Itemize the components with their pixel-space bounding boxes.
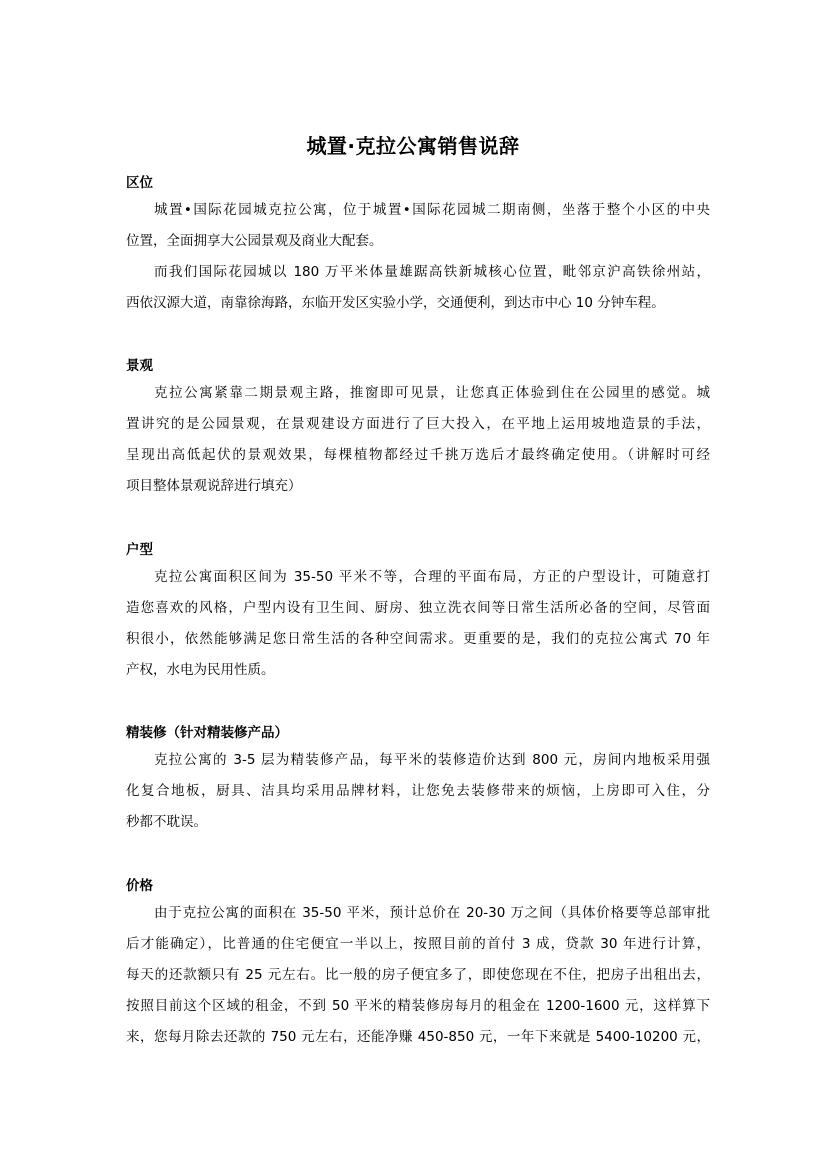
- section-price: [126, 876, 710, 1053]
- paragraph-line: 后才能确定），比普通的住宅便宜一半以上，按照目前的首付 3 成，贷款 30 年进行计算，: [126, 936, 710, 952]
- paragraph-line: 西依汉源大道，南靠徐海路，东临开发区实验小学，交通便利，到达市中心 10 分钟车程。: [126, 295, 665, 311]
- paragraph-line: 产权，水电为民用性质。: [126, 662, 275, 678]
- paragraph-line: 而我们国际花园城以 180 万平米体量雄踞高铁新城核心位置，毗邻京沪高铁徐州站，: [154, 264, 710, 280]
- paragraph: [126, 898, 710, 1053]
- paragraph: [126, 378, 710, 502]
- section-heading: 精装修（针对精装修产品）: [126, 725, 288, 741]
- section-heading: 景观: [126, 358, 153, 374]
- paragraph-line: 项目整体景观说辞进行填充）: [126, 478, 302, 494]
- paragraph: [126, 745, 710, 838]
- section-location: [126, 173, 710, 319]
- paragraph-line: 位置，全面拥享大公园景观及商业大配套。: [126, 233, 383, 249]
- paragraph-line: 置讲究的是公园景观，在景观建设方面进行了巨大投入，在平地上运用坡地造景的手法，: [126, 416, 710, 432]
- paragraph-line: 造您喜欢的风格，户型内设有卫生间、厨房、独立洗衣间等日常生活所必备的空间，尽管面: [126, 600, 710, 616]
- paragraph: [126, 257, 710, 319]
- section-heading: 户型: [126, 542, 153, 558]
- section-heading: 价格: [126, 878, 153, 894]
- paragraph-line: 每天的还款额只有 25 元左右。比一般的房子便宜多了，即使您现在不住，把房子出租出去，: [126, 967, 710, 983]
- paragraph-line: 克拉公寓面积区间为 35-50 平米不等，合理的平面布局，方正的户型设计，可随意打: [154, 569, 710, 585]
- section-landscape: [126, 356, 710, 502]
- paragraph-line: 按照目前这个区域的租金，不到 50 平米的精装修房每月的租金在 1200-1600 元，这样算下: [126, 998, 710, 1014]
- section-fine-decoration: [126, 723, 710, 838]
- paragraph-line: 克拉公寓的 3-5 层为精装修产品，每平米的装修造价达到 800 元，房间内地板采用强: [154, 752, 710, 768]
- document-title: 城置·克拉公寓销售说辞: [306, 134, 520, 158]
- paragraph-line: 呈现出高低起伏的景观效果，每棵植物都经过千挑万选后才最终确定使用。（讲解时可经: [126, 447, 710, 463]
- paragraph-line: 由于克拉公寓的面积在 35-50 平米，预计总价在 20-30 万之间（具体价格要等总部审批: [154, 905, 710, 921]
- section-floor-plan: [126, 540, 710, 686]
- paragraph-line: 化复合地板，厨具、洁具均采用品牌材料，让您免去装修带来的烦恼，上房即可入住，分: [126, 783, 710, 799]
- paragraph-line: 积很小，依然能够满足您日常生活的各种空间需求。更重要的是，我们的克拉公寓式 70 年: [126, 631, 710, 647]
- paragraph-line: 克拉公寓紧靠二期景观主路，推窗即可见景，让您真正体验到住在公园里的感觉。城: [154, 385, 710, 401]
- paragraph-line: 城置•国际花园城克拉公寓，位于城置•国际花园城二期南侧，坐落于整个小区的中央: [154, 202, 710, 218]
- paragraph: [126, 195, 710, 257]
- section-heading: 区位: [126, 175, 153, 191]
- paragraph-line: 秒都不耽误。: [126, 814, 207, 830]
- paragraph-line: 来，您每月除去还款的 750 元左右，还能净赚 450-850 元，一年下来就是 5400-10200 元，: [126, 1029, 710, 1045]
- paragraph: [126, 562, 710, 686]
